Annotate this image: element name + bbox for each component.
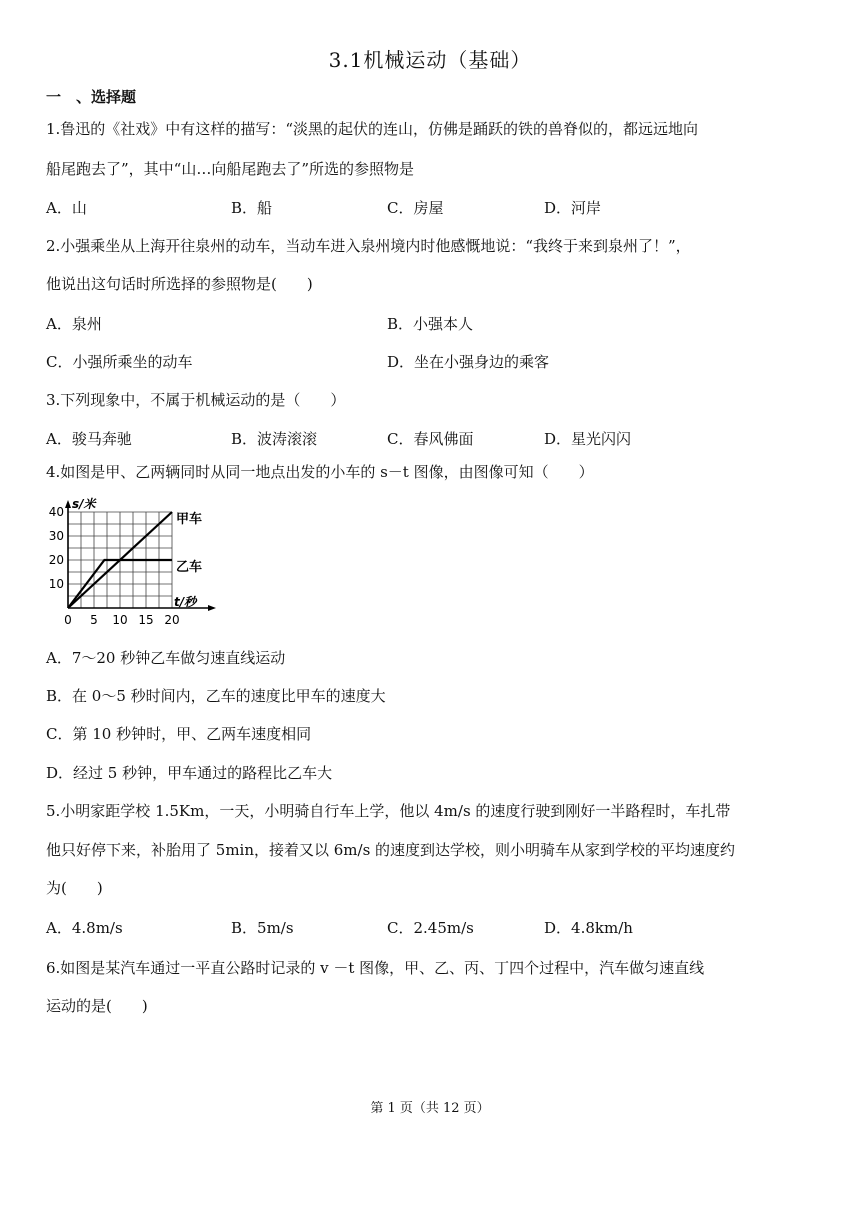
question-3-option-d: D．星光闪闪 — [544, 430, 632, 448]
question-1-option-b: B．船 — [231, 199, 273, 217]
question-1-line-2: 船尾跑去了”，其中“山…向船尾跑去了”所选的参照物是 — [46, 160, 415, 178]
question-3-option-c: C．春风佛面 — [387, 430, 474, 448]
question-2-line-2: 他说出这句话时所选择的参照物是( ) — [46, 275, 313, 293]
question-1-option-c: C．房屋 — [387, 199, 444, 217]
page-footer: 第 1 页（共 12 页） — [370, 1101, 490, 1116]
x-tick-label: 0 — [64, 613, 72, 627]
question-2-option-c: C．小强所乘坐的动车 — [46, 353, 193, 371]
question-5-option-a: A．4.8m/s — [46, 919, 123, 937]
series-label-jia: 甲车 — [176, 512, 203, 527]
question-6-line-2: 运动的是( ) — [46, 997, 148, 1015]
question-2-option-b: B．小强本人 — [387, 315, 474, 333]
question-4-option-c: C．第 10 秒钟时，甲、乙两车速度相同 — [46, 725, 312, 743]
question-3-option-b: B．波涛滚滚 — [231, 430, 318, 448]
y-tick-label: 10 — [48, 577, 64, 591]
question-2-line-1: 2.小强乘坐从上海开往泉州的动车，当动车进入泉州境内时他感慨地说：“我终于来到泉州了！”， — [46, 237, 691, 255]
question-3-line-1: 3.下列现象中，不属于机械运动的是（ ） — [46, 391, 346, 409]
question-4-option-a: A．7～20 秒钟乙车做匀速直线运动 — [46, 649, 286, 667]
question-5-line-3: 为( ) — [46, 879, 103, 897]
question-4-line-1: 4.如图是甲、乙两辆同时从同一地点出发的小车的 s－t 图像，由图像可知（ ） — [46, 463, 594, 481]
question-6-line-1: 6.如图是某汽车通过一平直公路时记录的 v －t 图像，甲、乙、丙、丁四个过程中，汽车做匀速直线 — [46, 959, 705, 977]
question-5-option-c: C．2.45m/s — [387, 919, 474, 937]
st-chart — [40, 494, 220, 629]
question-2-option-d: D．坐在小强身边的乘客 — [387, 353, 550, 371]
y-axis-label: s/米 — [72, 497, 96, 511]
x-tick-label: 20 — [164, 613, 180, 627]
question-2-option-a: A．泉州 — [46, 315, 102, 333]
y-tick-label: 40 — [48, 505, 64, 519]
series-label-yi: 乙车 — [176, 560, 203, 575]
x-tick-label: 15 — [138, 613, 154, 627]
question-4-option-d: D．经过 5 秒钟，甲车通过的路程比乙车大 — [46, 764, 333, 782]
y-tick-label: 30 — [48, 529, 64, 543]
question-5-option-b: B．5m/s — [231, 919, 294, 937]
question-1-option-d: D．河岸 — [544, 199, 602, 217]
x-axis-label: t/秒 — [174, 595, 197, 609]
section-heading: 一 、选择题 — [46, 88, 137, 106]
question-5-line-1: 5.小明家距学校 1.5Km，一天，小明骑自行车上学，他以 4m/s 的速度行驶到刚好一半路程时，车扎带 — [46, 802, 731, 820]
x-axis-arrow — [208, 605, 216, 611]
x-tick-label: 5 — [90, 613, 98, 627]
question-3-option-a: A．骏马奔驰 — [46, 430, 132, 448]
question-5-line-2: 他只好停下来，补胎用了 5min，接着又以 6m/s 的速度到达学校，则小明骑车从家到学校的平均速度约 — [46, 841, 736, 859]
question-4-option-b: B．在 0～5 秒时间内，乙车的速度比甲车的速度大 — [46, 687, 386, 705]
y-axis-arrow — [65, 500, 71, 508]
question-1-option-a: A．山 — [46, 199, 87, 217]
question-5-option-d: D．4.8km/h — [544, 919, 633, 937]
question-1-line-1: 1.鲁迅的《社戏》中有这样的描写：“淡黑的起伏的连山，仿佛是踊跃的铁的兽脊似的，都远远地向 — [46, 120, 698, 138]
x-tick-label: 10 — [112, 613, 128, 627]
y-tick-label: 20 — [48, 553, 64, 567]
page-title: 3.1机械运动（基础） — [328, 48, 532, 72]
